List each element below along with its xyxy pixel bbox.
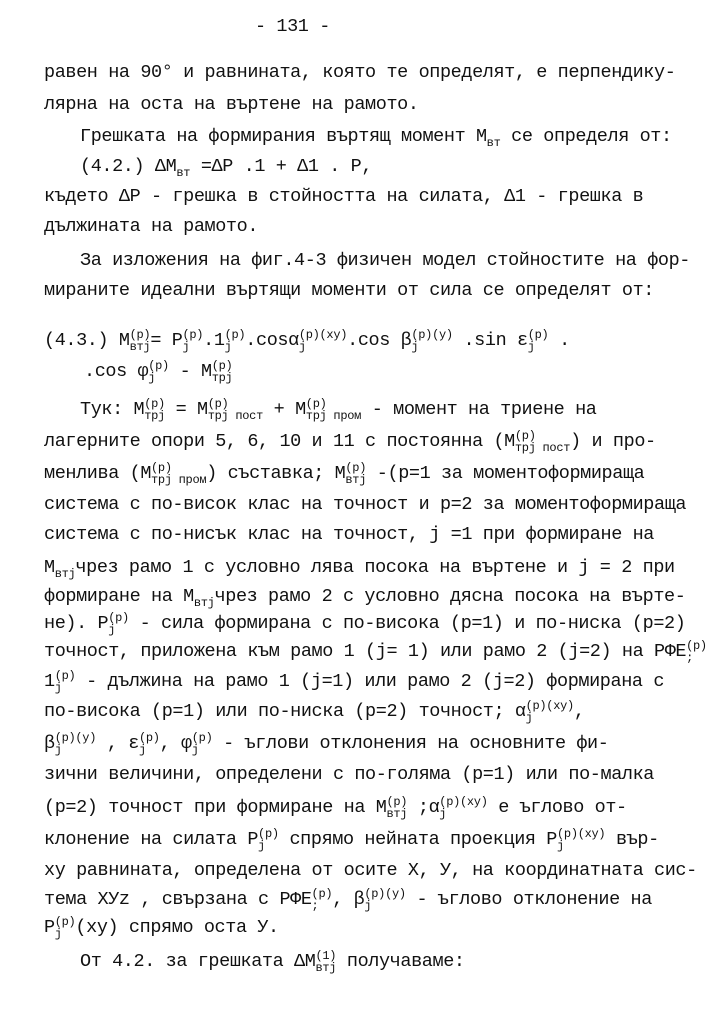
- text-line: лагерните опори 5, 6, 10 и 11 с постоянна (M (p) трj $_{пост}$) и про-: [44, 429, 656, 455]
- text-line: ху равнината, определена от осите X, У, на координатната сис-: [44, 860, 697, 881]
- text-line: дължината на рамото.: [44, 216, 259, 237]
- text-line: клонение на силата P (p) j спрямо нейната проекция P (p)(xy) j вър-: [44, 827, 659, 853]
- text-line: система с по-нисък клас на точност, j =1 при формиране на: [44, 524, 655, 545]
- text-line: Тук: M (p) трj = M (p) трj $_{пост}$ + M (p) трj $_{пром}$ - момент на триене на: [80, 397, 597, 423]
- equation-4-2: (4.2.) $\Delta M_{вт} =\Delta P$ .1 + Δ1 . P,: [80, 156, 373, 180]
- text-line: 1 (p) j - дължина на рамо 1 (j=1) или рамо 2 (j=2) формирана с: [44, 669, 665, 695]
- equation-4-3-line2: .cos φ (p) j - M (p) трj: [84, 359, 233, 385]
- text-line: където ΔP - грешка в стойността на силата, Δ1 - грешка в: [44, 186, 644, 207]
- text-line: тема XУz , свързана с РФЕ (p) ; , β (p)(y) j - ъглово отклонение на: [44, 887, 652, 913]
- text-line: M втj чрез рамо 1 с условно лява посока на въртене и j = 2 при: [44, 557, 675, 581]
- page-number: - 131 -: [255, 16, 330, 37]
- text-line: не). P (p) j - сила формирана с по-висока (p=1) и по-ниска (p=2): [44, 611, 686, 637]
- text-line: лярна на оста на въртене на рамото.: [44, 94, 419, 115]
- equation-4-3-line1: (4.3.) M (p) втj = P (p) j .1 (p) j .cosα (p) j $^{(xy)}$.cos β (p)(y) j .sin ε (p) j .: [44, 328, 570, 354]
- text-line: по-висока (p=1) или по-ниска (p=2) тoчност; α (p)(xy) j ,: [44, 699, 585, 725]
- text-line: мираните идеални въртящи моменти от сила се определят от:: [44, 280, 655, 301]
- text-line: β (p)(y) j , ε (p) j , φ (p) j - ъглови отклонения на основните фи-: [44, 731, 609, 757]
- text-line: Грешката на формирания въртящ момент $M_{вт}$ се определя от:: [80, 126, 672, 150]
- text-line: зични величини, определени с по-голяма (p=1) или по-малка: [44, 764, 655, 785]
- text-line: P (p) j (xy) спрямо оста У.: [44, 915, 279, 941]
- text-line: менлива (M (p) трj $_{пром}$) съставка; M (p) втj -(p=1 за моментоформираща: [44, 461, 645, 487]
- text-line: равен на 90° и равнината, която те определят, е перпендику-: [44, 62, 676, 83]
- text-line: (p=2) точност при формиране на M (p) втj ;α (p)(xy) j е ъглово от-: [44, 795, 627, 821]
- text-line: За изложения на фиг.4-3 физичен модел стойностите на фор-: [80, 250, 691, 271]
- text-line: точност, приложена към рамо 1 (j= 1) или рамо 2 (j=2) на РФЕ (p) ;: [44, 639, 707, 665]
- text-line: формиране на $M_{втj}чрез$ рамо 2 с условно дясна посока на въртe-: [44, 586, 686, 610]
- text-line: система с по-висок клас на точност и p=2 за моментоформираща: [44, 494, 687, 515]
- text-line: От 4.2. за грешката ΔM (1) втj получаваме:: [80, 949, 465, 975]
